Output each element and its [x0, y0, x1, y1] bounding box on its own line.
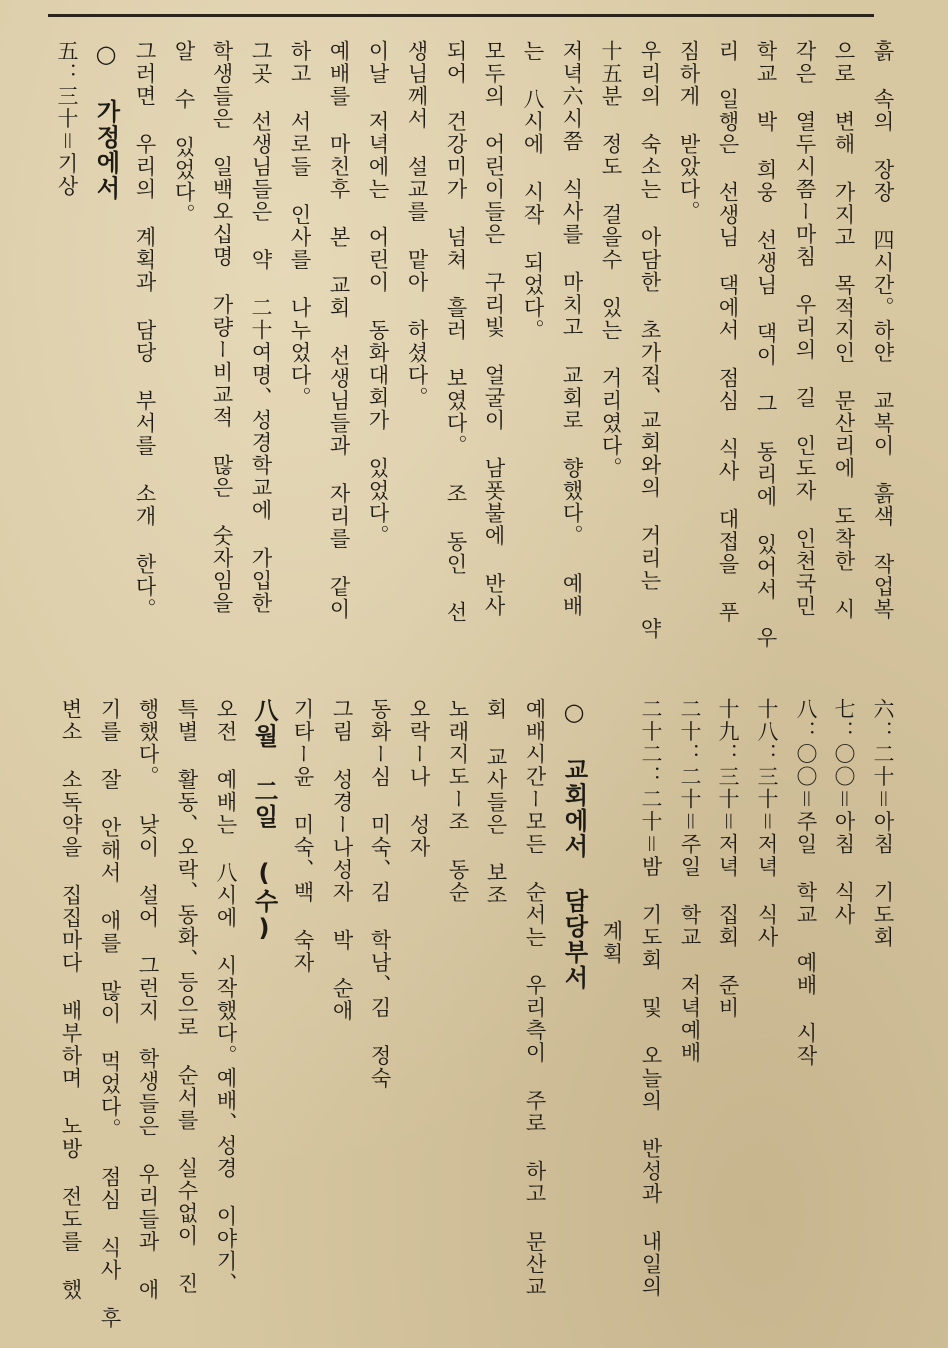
- text-column: 학생들은 일백오십명 가량ー비교적 많은 숫자임을: [210, 40, 234, 615]
- schedule-line: 七：〇〇＝아침 식사: [832, 698, 856, 926]
- text-column: 五：三十＝기상: [55, 40, 79, 198]
- text-column: 흙 속의 장장 四시간。하얀 교복이 흙색 작업복: [871, 40, 895, 621]
- schedule-line: 계획: [600, 920, 624, 965]
- church-line: 동화ー심 미숙、김 학남、김 정숙: [368, 698, 392, 1090]
- text-column: 저녁六시쯤 식사를 마치고 교회로 향했다。 예배: [560, 40, 584, 618]
- text-column: 리 일행은 선생님 댁에서 점심 식사 대접을 푸: [716, 40, 740, 624]
- text-column: 十五분 정도 걸을수 있는 거리였다。: [599, 40, 623, 480]
- text-column: 으로 변해 가지고 목적지인 문산리에 도착한 시: [832, 40, 856, 621]
- schedule-line: 十九：三十＝저녁 집회 준비: [716, 698, 740, 1019]
- text-column: 알 수 있었다。: [172, 40, 196, 226]
- text-column: 특별 활동、오락、동화、등으로 순서를 실수없이 진: [175, 698, 199, 1295]
- section-heading-church: ○ 교회에서 담당부서: [560, 698, 588, 991]
- text-column: 기를 잘 안해서 애를 많이 먹었다。 점심 식사 후: [98, 698, 122, 1330]
- church-line: 예배시간ー모든 순서는 우리측이 주로 하고 문산교: [523, 698, 547, 1298]
- text-column: 변소 소독약을 집집마다 배부하며 노방 전도를 했: [59, 698, 83, 1301]
- date-heading: 八월 二일 (수): [250, 698, 278, 944]
- schedule-line: 十八：三十＝저녁 식사: [755, 698, 779, 949]
- text-column: 하고 서로들 인사를 나누었다。: [288, 40, 312, 409]
- text-column: 이날 저녁에는 어린이 동화대회가 있었다。: [366, 40, 390, 547]
- text-column: 모두의 어린이들은 구리빛 얼굴이 남폿불에 반사: [482, 40, 506, 618]
- section-heading-home: ○ 가정에서: [92, 40, 120, 201]
- text-column: 예배를 마친후 본 교회 선생님들과 자리를 같이: [327, 40, 351, 621]
- church-line: 그림 성경ー나성자 박 순애: [330, 698, 354, 1022]
- church-line: 노래지도ー조 동순: [446, 698, 470, 904]
- text-column: 우리의 숙소는 아담한 초가집、교회와의 거리는 약: [638, 40, 662, 640]
- top-rule: [48, 14, 874, 17]
- schedule-line: 二十二：二十＝밤 기도회 및 오늘의 반성과 내일의: [639, 698, 663, 1298]
- schedule-line: 二十：二十＝주일 학교 저녁예배: [678, 698, 702, 1064]
- church-line: 회 교사들은 보조: [484, 698, 508, 907]
- text-column: 그러면 우리의 계획과 담당 부서를 소개 한다。: [133, 40, 157, 621]
- text-column: 짐하게 받았다。: [677, 40, 701, 223]
- text-column: 행했다。 낮이 설어 그런지 학생들은 우리들과 애: [136, 698, 160, 1301]
- text-column: 각은 열두시쯤ー마침 우리의 길 인도자 인천국민: [793, 40, 817, 618]
- text-column: 그곳 선생님들은 약 二十여명、성경학교에 가입한: [249, 40, 273, 615]
- church-line: 기타ー윤 미숙、백 숙자: [291, 698, 315, 974]
- church-line: 오락ー나 성자: [407, 698, 431, 859]
- schedule-line: 六：二十＝아침 기도회: [871, 698, 895, 949]
- text-column: 생님께서 설교를 맡아 하셨다。: [405, 40, 429, 409]
- text-column: 되어 건강미가 넘쳐 흘러 보였다。 조 동인 선: [444, 40, 468, 624]
- text-column: 는 八시에 시작 되었다。: [521, 40, 545, 342]
- schedule-line: 八：〇〇＝주일 학교 예배 시작: [794, 698, 818, 1067]
- text-column: 오전 예배는 八시에 시작했다。예배、성경 이야기、: [214, 698, 238, 1295]
- text-column: 학교 박 희웅 선생님 댁이 그 동리에 있어서 우: [754, 40, 778, 649]
